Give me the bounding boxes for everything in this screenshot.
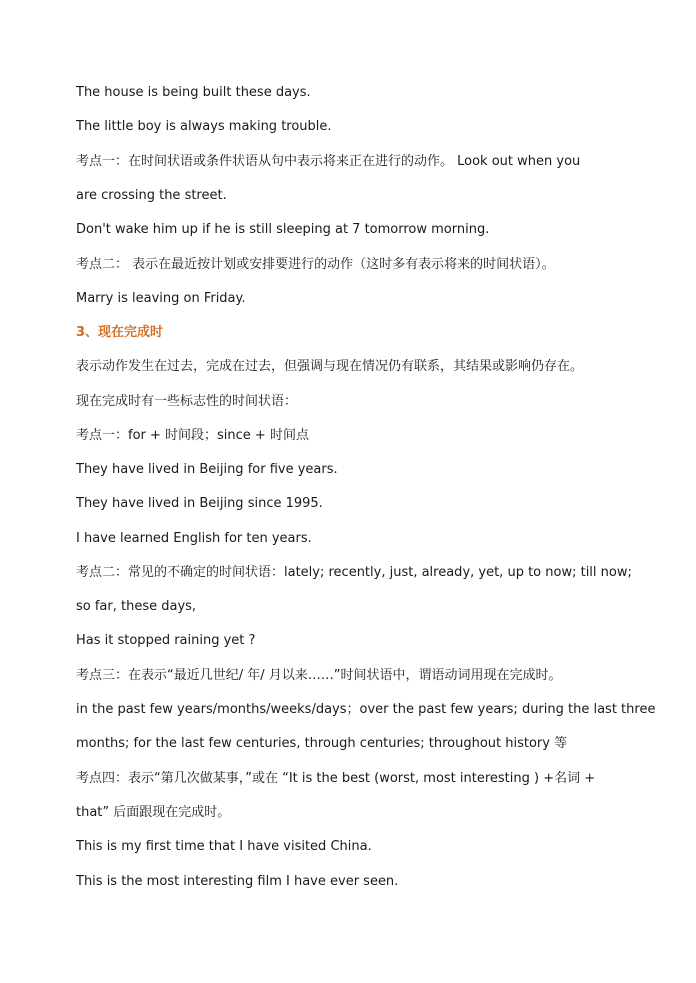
text-line: 考点三：在表示“最近几世纪/ 年/ 月以来……”时间状语中，谓语动词用现在完成时。 bbox=[76, 668, 562, 683]
text-line: are crossing the street. bbox=[76, 188, 227, 203]
text-line: months; for the last few centuries, through centuries; throughout history 等 bbox=[76, 736, 568, 751]
text-line: I have learned English for ten years. bbox=[76, 531, 312, 546]
text-line: The house is being built these days. bbox=[76, 85, 311, 100]
text-line: The little boy is always making trouble. bbox=[76, 119, 332, 134]
text-line: that” 后面跟现在完成时。 bbox=[76, 805, 231, 820]
text-line: 考点四：表示“第几次做某事，”或在 “It is the best (worst, most interesting ) +名词 + bbox=[76, 771, 596, 786]
text-line: 表示动作发生在过去，完成在过去，但强调与现在情况仍有联系，其结果或影响仍存在。 bbox=[76, 359, 584, 374]
text-line: 考点二： 表示在最近按计划或安排要进行的动作（这时多有表示将来的时间状语）。 bbox=[76, 257, 555, 272]
text-line: They have lived in Beijing for five years. bbox=[76, 462, 338, 477]
text-line: Marry is leaving on Friday. bbox=[76, 291, 246, 306]
text-line: They have lived in Beijing since 1995. bbox=[76, 496, 323, 511]
text-line: 考点二：常见的不确定的时间状语：lately; recently, just, already, yet, up to now; till now; bbox=[76, 565, 632, 580]
text-line: in the past few years/months/weeks/days；over the past few years; during the last three bbox=[76, 702, 656, 717]
section-heading: 3、现在完成时 bbox=[76, 325, 164, 340]
text-line: Has it stopped raining yet ? bbox=[76, 633, 256, 648]
text-line: This is the most interesting film I have ever seen. bbox=[76, 874, 399, 889]
text-line: This is my first time that I have visited China. bbox=[76, 839, 372, 854]
text-line: 考点一：在时间状语或条件状语从句中表示将来正在进行的动作。 Look out when you bbox=[76, 154, 581, 169]
text-line: 现在完成时有一些标志性的时间状语： bbox=[76, 394, 298, 409]
text-line: so far, these days, bbox=[76, 599, 197, 614]
text-line: 考点一：for + 时间段；since + 时间点 bbox=[76, 428, 309, 443]
text-line: Don't wake him up if he is still sleeping at 7 tomorrow morning. bbox=[76, 222, 490, 237]
